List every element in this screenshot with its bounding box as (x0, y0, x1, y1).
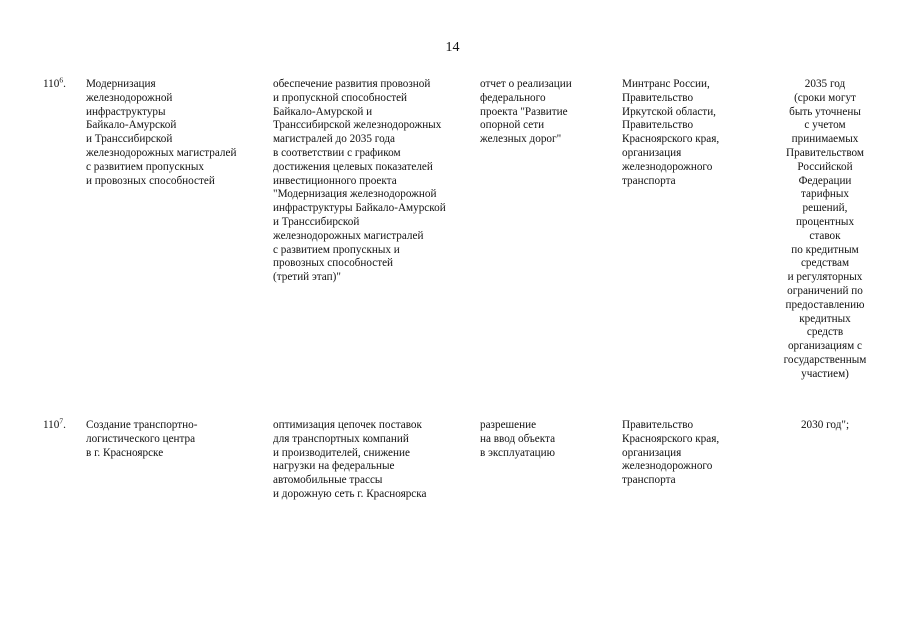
row-number-superscript: 6 (59, 75, 64, 85)
deadline: 2030 год"; (800, 419, 850, 431)
page-number: 14 (445, 40, 460, 55)
responsible-executors: Правительство Красноярского края, организация железнодорожного транспорта (622, 419, 720, 487)
result-document: разрешение на ввод объекта в эксплуатацию (480, 419, 556, 459)
row-number: $110^6$. (43, 75, 66, 90)
row-number-superscript: 7 (59, 416, 64, 426)
deadline: 2035 год (сроки могут быть уточнены с учетом принимаемых Правительством Российской Федерации тарифных решений, процентных ставок по кредитным средствам и регуляторных ограничений по предоставлению кредитных средств организациям с государственным участием) (783, 78, 867, 380)
row-number: $110^7$. (43, 416, 66, 431)
measure-name: Модернизация железнодорожной инфраструктуры Байкало-Амурской и Транссибирской железнодорожных магистралей с развитием пропускных и провозных способностей (86, 78, 237, 187)
measure-name: Создание транспортно- логистического центра в г. Красноярске (86, 419, 198, 459)
result-document: отчет о реализации федерального проекта "Развитие опорной сети железных дорог" (480, 78, 572, 146)
expected-result: оптимизация цепочек поставок для транспортных компаний и производителей, снижение нагрузки на федеральные автомобильные трассы и дорожную сеть г. Красноярска (273, 419, 427, 500)
expected-result: обеспечение развития провозной и пропускной способностей Байкало-Амурской и Транссибирской железнодорожных магистралей до 2035 года в соответствии с графиком достижения целевых показателей инвестиционного проекта "Модернизация железнодорожной инфраструктуры Байкало-Амурской и Транссибирской железнодорожных магистралей с развитием пропускных и провозных способностей (третий этап)" (273, 78, 446, 284)
responsible-executors: Минтранс России, Правительство Иркутской области, Правительство Красноярского края, организация железнодорожного транспорта (622, 78, 720, 187)
